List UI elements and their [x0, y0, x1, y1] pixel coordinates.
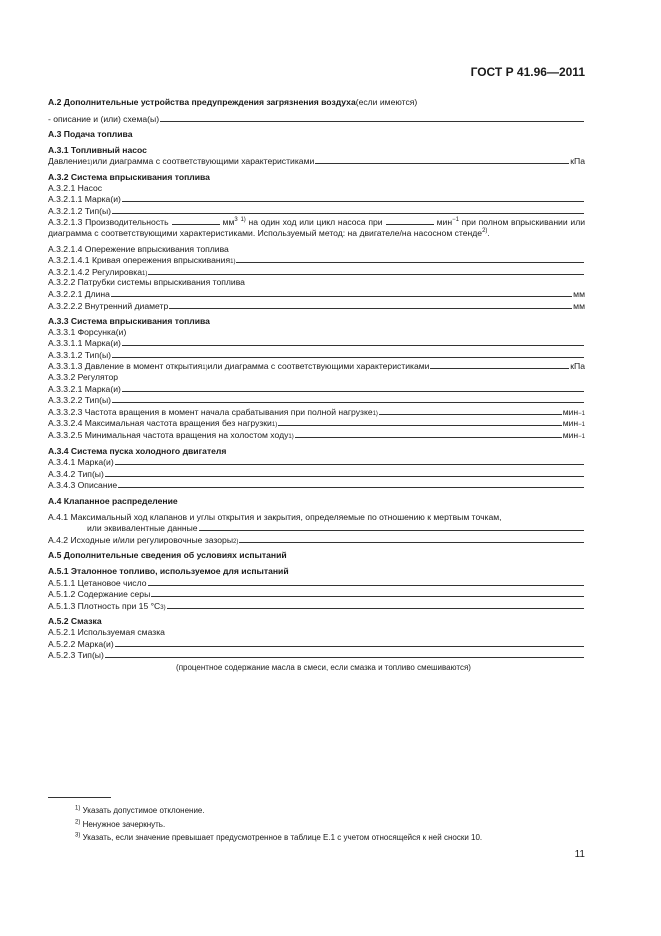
fill-line[interactable]	[122, 337, 584, 346]
field-a3222: А.3.2.2.2 Внутренний диаметр мм	[48, 300, 585, 311]
field-a3311: А.3.3.1.1 Марка(и)	[48, 337, 585, 349]
footnote-3: $^{3)}$ Указать, если значение превышает предусмотренное в таблице Е.1 с учетом относящейся к ней сноски 10.	[75, 832, 483, 843]
fill-line[interactable]	[105, 468, 584, 477]
field-a3221: А.3.2.2.1 Длина мм	[48, 288, 585, 299]
field-a321: А.3.2.1 Насос	[48, 182, 103, 193]
fill-line[interactable]	[148, 266, 584, 275]
field-a42: А.4.2 Исходные и/или регулировочные зазоры 2)	[48, 534, 585, 546]
field-a522: А.5.2.2 Марка(и)	[48, 638, 585, 650]
section-a31-title: А.3.1 Топливный насос	[48, 144, 147, 155]
field-a3322: А.3.3.2.2 Тип(ы)	[48, 394, 585, 406]
page-number: 11	[574, 849, 585, 860]
fill-line[interactable]	[430, 360, 569, 369]
section-a52-title: А.5.2 Смазка	[48, 616, 102, 627]
fill-line[interactable]	[112, 205, 584, 214]
field-a3214: А.3.2.1.4 Опережение впрыскивания топлива	[48, 243, 229, 254]
fill-line[interactable]	[148, 577, 585, 586]
fill-line[interactable]	[278, 417, 561, 426]
fill-line[interactable]	[115, 638, 584, 647]
field-a3324: А.3.3.2.4 Максимальная частота вращения без нагрузки 1) мин −1	[48, 418, 585, 429]
fill-line[interactable]	[122, 193, 584, 202]
section-a51-title: А.5.1 Эталонное топливо, используемое для испытаний	[48, 565, 289, 576]
fill-line[interactable]	[112, 394, 584, 403]
fill-line[interactable]	[315, 155, 569, 164]
section-a34-title: А.3.4 Система пуска холодного двигателя	[48, 445, 227, 456]
field-a521: А.5.2.1 Используемая смазка	[48, 626, 165, 637]
fill-line[interactable]	[379, 406, 562, 415]
field-a3325: А.3.3.2.5 Минимальная частота вращения на холостом ходу 1) мин −1	[48, 430, 585, 441]
field-a31-pressure: Давление 1) или диаграмма с соответствующими характеристиками кПа	[48, 156, 585, 167]
field-a343: А.3.4.3 Описание	[48, 479, 585, 491]
document-body	[48, 97, 585, 673]
fill-line[interactable]	[122, 383, 584, 392]
fill-line[interactable]	[169, 300, 572, 309]
section-a32-title: А.3.2 Система впрыскивания топлива	[48, 171, 210, 182]
footnote-divider	[48, 797, 111, 798]
footnote-1: $^{1)}$ Указать допустимое отклонение.	[75, 805, 205, 815]
field-a41-line1: А.4.1 Максимальный ход клапанов и углы открытия и закрытия, определяемые по отношению к мертвым точкам,	[48, 511, 502, 522]
field-a3211: А.3.2.1.1 Марка(и)	[48, 193, 585, 205]
fill-line[interactable]	[239, 534, 584, 543]
field-a3213: А.3.2.1.3 Производительность $мм^3$ $^{1)}$ на один ход или цикл насоса при мин$^{-1}$ при полном впрыскивании или диаграмма с соответствующими характеристиками. Используемый метод: на двигателе/на насосном стенде$^{2)}$.	[48, 217, 586, 238]
field-a3321: А.3.3.2.1 Марка(и)	[48, 383, 585, 395]
section-a4-title: А.4 Клапанное распределение	[48, 496, 178, 506]
field-a3212: А.3.2.1.2 Тип(ы)	[48, 205, 585, 217]
section-a5-title: А.5 Дополнительные сведения об условиях испытаний	[48, 550, 287, 561]
fill-line[interactable]	[172, 216, 220, 225]
field-a322: А.3.2.2 Патрубки системы впрыскивания топлива	[48, 277, 245, 288]
standard-header: ГОСТ Р 41.96—2011	[470, 65, 585, 79]
fill-line[interactable]	[118, 479, 584, 488]
field-a3323: А.3.3.2.3 Частота вращения в момент начала срабатывания при полной нагрузке 1) мин −1	[48, 406, 585, 417]
field-a32141: А.3.2.1.4.1 Кривая опережения впрыскивания 1)	[48, 254, 585, 266]
footnotes	[75, 804, 482, 845]
section-a33-title: А.3.3 Система впрыскивания топлива	[48, 316, 210, 327]
field-a511: А.5.1.1 Цетановое число	[48, 577, 585, 589]
footnote-2: $^{2)}$ Ненужное зачеркнуть.	[75, 818, 166, 829]
field-a41-line2: или эквивалентные данные	[48, 522, 585, 534]
field-a523-note: (процентное содержание масла в смеси, если смазка и топливо смешиваются)	[176, 662, 471, 672]
field-a32142: А.3.2.1.4.2 Регулировка 1)	[48, 266, 585, 278]
fill-line[interactable]	[111, 288, 572, 297]
fill-line[interactable]	[160, 113, 584, 122]
field-a3313: А.3.3.1.3 Давление в момент открытия 1) или диаграмма с соответствующими характеристиками кПа	[48, 361, 585, 372]
field-a342: А.3.4.2 Тип(ы)	[48, 468, 585, 480]
field-a331: А.3.3.1 Форсунка(и)	[48, 326, 127, 337]
fill-line[interactable]	[295, 429, 562, 438]
fill-line[interactable]	[151, 588, 584, 597]
field-a523: А.5.2.3 Тип(ы)	[48, 649, 585, 661]
field-a341: А.3.4.1 Марка(и)	[48, 456, 585, 468]
field-a512: А.5.1.2 Содержание серы	[48, 588, 585, 600]
fill-line[interactable]	[105, 649, 584, 658]
fill-line[interactable]	[115, 456, 584, 465]
field-a332: А.3.3.2 Регулятор	[48, 372, 119, 383]
section-a3-title: А.3 Подача топлива	[48, 129, 133, 140]
fill-line[interactable]	[386, 216, 434, 225]
field-a513: А.5.1.3 Плотность при 15 °С 3)	[48, 600, 585, 612]
field-a2-description: - описание и (или) схема(ы)	[48, 113, 585, 125]
section-a2-title: А.2 Дополнительные устройства предупреждения загрязнения воздуха (если имеются)	[48, 97, 418, 107]
fill-line[interactable]	[236, 254, 584, 263]
fill-line[interactable]	[167, 600, 584, 609]
fill-line[interactable]	[199, 522, 584, 531]
fill-line[interactable]	[112, 349, 584, 358]
field-a3312: А.3.3.1.2 Тип(ы)	[48, 349, 585, 361]
